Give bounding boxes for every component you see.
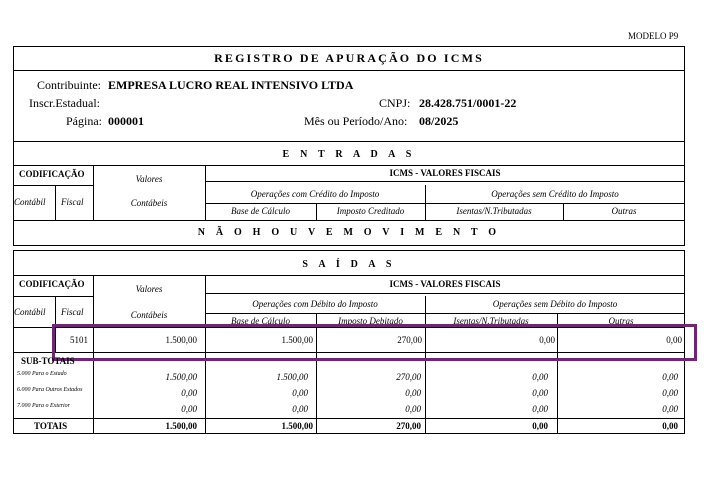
entradas-outras: Outras xyxy=(611,206,637,216)
frame-top-line xyxy=(13,46,685,47)
saidas-isentas: Isentas/N.Tributadas xyxy=(453,316,529,326)
saidas-ops-com: Operações com Débito do Imposto xyxy=(252,299,378,309)
subtotal-row-2-outras: 0,00 xyxy=(662,388,678,398)
entradas-contabil: Contábil xyxy=(14,197,46,207)
entradas-hline-icms xyxy=(205,181,685,182)
totais-bottom-line xyxy=(13,433,685,434)
saidas-row-isentas: 0,00 xyxy=(539,335,555,345)
entradas-fiscal: Fiscal xyxy=(61,197,84,207)
cnpj-value: 28.428.751/0001-22 xyxy=(419,96,517,110)
header-bottom-line xyxy=(13,141,685,142)
entradas-no-movement: N Ã O H O U V E M O V I M E N T O xyxy=(197,227,501,238)
entradas-hline-ops xyxy=(205,203,685,204)
totais-base: 1.500,00 xyxy=(281,421,313,431)
totais-isentas: 0,00 xyxy=(532,421,548,431)
saidas-contabeis: Contábeis xyxy=(130,310,168,320)
subtotal-row-2-base: 0,00 xyxy=(292,388,308,398)
subtotal-row-3-label: 7.000 Para o Exterior xyxy=(17,403,70,409)
entradas-icms-title: ICMS - VALORES FISCAIS xyxy=(389,168,501,178)
periodo-value: 08/2025 xyxy=(419,114,459,128)
saidas-outras: Outras xyxy=(608,316,634,326)
subtotal-row-3-valores: 0,00 xyxy=(181,404,197,414)
pagina-value: 000001 xyxy=(108,114,144,128)
entradas-vline-3 xyxy=(55,185,56,220)
totais-imposto: 270,00 xyxy=(396,421,421,431)
saidas-contabil: Contábil xyxy=(14,307,46,317)
subtotal-row-2-valores: 0,00 xyxy=(181,388,197,398)
subtotais-label: SUB-TOTAIS xyxy=(21,356,75,366)
entradas-base: Base de Cálculo xyxy=(231,206,290,216)
frame-left-line xyxy=(13,46,14,246)
saidas-row-cfop: 5101 xyxy=(70,335,88,345)
page-title: REGISTRO DE APURAÇÃO DO ICMS xyxy=(214,51,484,65)
entradas-isentas: Isentas/N.Tributadas xyxy=(456,206,532,216)
subtotal-row-1-imposto: 270,00 xyxy=(396,372,421,382)
entradas-vline-1 xyxy=(93,165,94,220)
saidas-top-line xyxy=(13,250,685,251)
entradas-codificacao: CODIFICAÇÃO xyxy=(19,169,85,179)
saidas-base: Base de Cálculo xyxy=(231,316,290,326)
saidas-row-imposto: 270,00 xyxy=(397,335,422,345)
cnpj-label: CNPJ: xyxy=(379,96,411,110)
subtotal-row-1-outras: 0,00 xyxy=(662,372,678,382)
saidas-title: S A Í D A S xyxy=(302,259,396,270)
periodo-label: Mês ou Período/Ano: xyxy=(304,114,408,128)
totais-top-line xyxy=(13,418,685,419)
subtotal-row-3-outras: 0,00 xyxy=(662,404,678,414)
subtotal-row-1-base: 1.500,00 xyxy=(276,372,308,382)
saidas-ops-sem: Operações sem Débito do Imposto xyxy=(492,299,618,309)
inscr-estadual-label: Inscr.Estadual: xyxy=(29,96,100,110)
subtotal-row-2-label: 6.000 Para Outros Estados xyxy=(17,387,83,393)
saidas-codificacao: CODIFICAÇÃO xyxy=(19,279,85,289)
totais-label: TOTAIS xyxy=(34,421,68,431)
saidas-title-line xyxy=(13,275,685,276)
saidas-hline-cod xyxy=(13,296,93,297)
saidas-row-valores: 1.500,00 xyxy=(165,335,197,345)
pagina-label: Página: xyxy=(66,114,102,128)
subtotal-row-1-isentas: 0,00 xyxy=(532,372,548,382)
subtotal-row-1-valores: 1.500,00 xyxy=(165,372,197,382)
totais-valores: 1.500,00 xyxy=(165,421,197,431)
entradas-title: E N T R A D A S xyxy=(282,149,416,160)
highlight-box xyxy=(52,324,697,361)
subtotal-row-3-imposto: 0,00 xyxy=(405,404,421,414)
frame-right-line xyxy=(684,46,685,246)
entradas-contabeis: Contábeis xyxy=(130,198,168,208)
entradas-hline-bottom xyxy=(13,220,685,221)
entradas-ops-com: Operações com Crédito do Imposto xyxy=(250,189,380,199)
entradas-ops-sem: Operações sem Crédito do Imposto xyxy=(491,189,619,199)
saidas-hline-ops xyxy=(205,313,685,314)
title-bottom-line xyxy=(13,70,685,71)
subtotal-row-1-label: 5.000 Para o Estado xyxy=(17,371,67,377)
subtotal-row-2-imposto: 0,00 xyxy=(405,388,421,398)
saidas-row-outras: 0,00 xyxy=(666,335,682,345)
entradas-hline-cod xyxy=(13,185,93,186)
saidas-imposto: Imposto Debitado xyxy=(338,316,403,326)
model-label: MODELO P9 xyxy=(628,31,679,41)
entradas-end-line xyxy=(13,245,685,246)
entradas-valores: Valores xyxy=(135,174,163,184)
saidas-icms-title: ICMS - VALORES FISCAIS xyxy=(389,279,501,289)
subtotal-row-2-isentas: 0,00 xyxy=(532,388,548,398)
saidas-fiscal: Fiscal xyxy=(61,307,84,317)
totais-outras: 0,00 xyxy=(662,421,678,431)
subtotal-row-3-isentas: 0,00 xyxy=(532,404,548,414)
entradas-title-line xyxy=(13,165,685,166)
entradas-imposto: Imposto Creditado xyxy=(336,206,405,216)
saidas-valores: Valores xyxy=(135,284,163,294)
contribuinte-label: Contribuinte: xyxy=(37,78,101,92)
contribuinte-value: EMPRESA LUCRO REAL INTENSIVO LTDA xyxy=(108,78,354,92)
saidas-left-line xyxy=(13,250,14,433)
subtotal-row-3-base: 0,00 xyxy=(292,404,308,414)
saidas-hline-icms xyxy=(205,293,685,294)
saidas-row-base: 1.500,00 xyxy=(281,335,313,345)
